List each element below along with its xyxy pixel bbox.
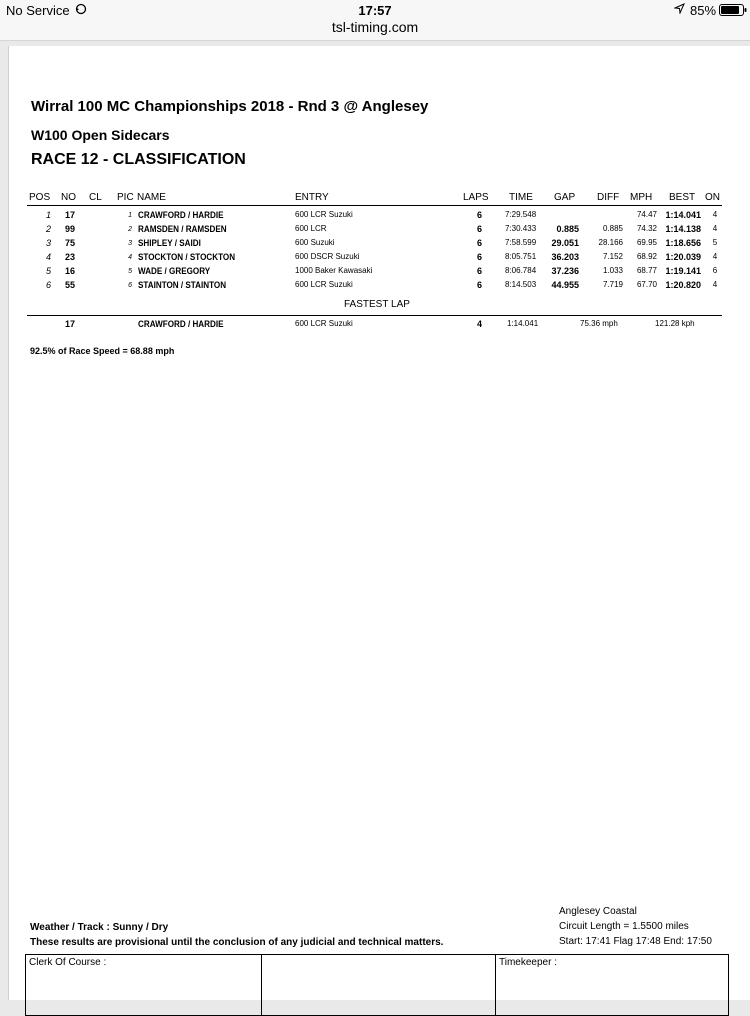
- row-diff: 7.719: [602, 280, 623, 289]
- row-pic: 6: [128, 282, 132, 289]
- row-time: 7:29.548: [505, 210, 537, 219]
- status-bar: [0, 0, 750, 41]
- row-gap: 29.051: [551, 238, 579, 248]
- col-pos: POS: [29, 192, 51, 203]
- fastest-lap-on: 4: [476, 319, 482, 329]
- row-on: 4: [712, 224, 718, 233]
- row-name: STOCKTON / STOCKTON: [138, 252, 236, 262]
- row-name: CRAWFORD / HARDIE: [138, 210, 224, 220]
- row-diff: 7.152: [602, 252, 623, 261]
- row-mph: 68.92: [636, 252, 657, 261]
- circuit-info: [559, 904, 712, 949]
- row-pos: 6: [45, 280, 51, 290]
- row-time: 8:05.751: [505, 252, 537, 261]
- battery-icon: [719, 4, 747, 16]
- row-entry: 1000 Baker Kawasaki: [295, 266, 373, 275]
- row-laps: 6: [476, 210, 482, 220]
- row-on: 4: [712, 210, 718, 219]
- row-gap: 37.236: [551, 266, 579, 276]
- fastest-lap-heading: FASTEST LAP: [344, 299, 410, 310]
- row-entry: 600 LCR Suzuki: [295, 280, 353, 289]
- col-best: BEST: [669, 192, 696, 203]
- fastest-lap-time: 1:14.041: [507, 319, 539, 328]
- fastest-lap-no: 17: [65, 319, 76, 329]
- row-best: 1:18.656: [665, 238, 701, 248]
- row-time: 8:14.503: [505, 280, 537, 289]
- row-no: 16: [65, 266, 76, 276]
- row-time: 7:58.599: [505, 238, 537, 247]
- row-pos: 2: [45, 224, 51, 234]
- row-mph: 67.70: [636, 280, 657, 289]
- fastest-lap-entry: 600 LCR Suzuki: [295, 319, 353, 328]
- row-pic: 3: [128, 240, 132, 247]
- row-laps: 6: [476, 238, 482, 248]
- row-time: 8:06.784: [505, 266, 537, 275]
- middle-signature-field: [262, 955, 496, 1015]
- signature-box: [25, 954, 729, 1016]
- row-entry: 600 LCR: [295, 224, 327, 233]
- provisional-notice: These results are provisional until the conclusion of any judicial and technical matters.: [30, 937, 444, 948]
- col-no: NO: [61, 192, 76, 203]
- col-cl: CL: [89, 192, 102, 203]
- row-no: 17: [65, 210, 76, 220]
- clock: 17:57: [358, 3, 392, 18]
- row-mph: 69.95: [636, 238, 657, 247]
- row-entry: 600 Suzuki: [295, 238, 335, 247]
- col-laps: LAPS: [463, 192, 489, 203]
- row-pos: 3: [45, 238, 51, 248]
- row-name: WADE / GREGORY: [138, 266, 211, 276]
- row-mph: 68.77: [636, 266, 657, 275]
- row-pos: 1: [45, 210, 51, 220]
- row-no: 75: [65, 238, 76, 248]
- row-entry: 600 DSCR Suzuki: [295, 252, 360, 261]
- fastest-lap-name: CRAWFORD / HARDIE: [138, 319, 224, 329]
- row-best: 1:14.138: [665, 224, 701, 234]
- circuit-length: Circuit Length = 1.5500 miles: [559, 921, 689, 932]
- race-speed-note: 92.5% of Race Speed = 68.88 mph: [30, 346, 175, 356]
- circuit-name: Anglesey Coastal: [559, 906, 637, 917]
- row-diff: 0.885: [602, 224, 623, 233]
- col-on: ON: [705, 192, 720, 203]
- row-no: 23: [65, 252, 76, 262]
- row-on: 5: [712, 238, 718, 247]
- col-pic: PIC: [117, 192, 134, 203]
- row-on: 6: [712, 266, 718, 275]
- col-gap: GAP: [554, 192, 576, 203]
- class-title: W100 Open Sidecars: [31, 127, 170, 143]
- col-mph: MPH: [630, 192, 653, 203]
- table-row: [9, 224, 750, 238]
- timekeeper-field: Timekeeper :: [499, 957, 557, 968]
- row-gap: 44.955: [551, 280, 579, 290]
- table-row: [9, 252, 750, 266]
- address-bar-url[interactable]: tsl-timing.com: [331, 19, 419, 35]
- row-on: 4: [712, 280, 718, 289]
- row-best: 1:20.039: [665, 252, 701, 262]
- row-best: 1:20.820: [665, 280, 701, 290]
- row-best: 1:19.141: [665, 266, 701, 276]
- fastest-lap-divider: [27, 315, 722, 316]
- row-name: STAINTON / STAINTON: [138, 280, 227, 290]
- clerk-of-course-field: Clerk Of Course :: [26, 955, 262, 1015]
- row-laps: 6: [476, 280, 482, 290]
- row-best: 1:14.041: [665, 210, 701, 220]
- row-diff: 28.166: [598, 238, 623, 247]
- row-gap: 36.203: [551, 252, 579, 262]
- col-diff: DIFF: [597, 192, 620, 203]
- row-pos: 5: [45, 266, 51, 276]
- row-laps: 6: [476, 252, 482, 262]
- col-time: TIME: [509, 192, 533, 203]
- col-name: NAME: [137, 192, 166, 203]
- header-divider: [27, 205, 722, 206]
- row-gap: 0.885: [556, 224, 579, 234]
- row-time: 7:30.433: [505, 224, 537, 233]
- fastest-lap-row: [9, 319, 750, 333]
- race-title: RACE 12 - CLASSIFICATION: [31, 151, 246, 168]
- row-laps: 6: [476, 224, 482, 234]
- row-no: 55: [65, 280, 76, 290]
- row-diff: 1.033: [602, 266, 623, 275]
- results-document: [8, 46, 750, 1000]
- row-pos: 4: [45, 252, 51, 262]
- table-row: [9, 238, 750, 252]
- carrier-label: No Service: [6, 3, 70, 18]
- event-title: Wirral 100 MC Championships 2018 - Rnd 3 @ Anglesey: [31, 98, 429, 115]
- row-pic: 4: [128, 254, 132, 261]
- fastest-lap-mph: 75.36 mph: [580, 319, 618, 328]
- row-no: 99: [65, 224, 76, 234]
- row-mph: 74.47: [636, 210, 657, 219]
- table-row: [9, 280, 750, 294]
- row-name: RAMSDEN / RAMSDEN: [138, 224, 227, 234]
- col-entry: ENTRY: [295, 192, 329, 203]
- battery-percentage: 85%: [690, 3, 717, 18]
- row-mph: 74.32: [636, 224, 657, 233]
- row-pic: 1: [128, 212, 132, 219]
- fastest-lap-kph: 121.28 kph: [655, 319, 695, 328]
- location-arrow-icon: [674, 3, 685, 14]
- row-entry: 600 LCR Suzuki: [295, 210, 353, 219]
- table-row: [9, 266, 750, 280]
- row-pic: 2: [128, 226, 132, 233]
- row-laps: 6: [476, 266, 482, 276]
- race-times: Start: 17:41 Flag 17:48 End: 17:50: [559, 936, 712, 947]
- row-on: 4: [712, 252, 718, 261]
- weather-track: Weather / Track : Sunny / Dry: [30, 922, 169, 933]
- table-row: [9, 210, 750, 224]
- row-pic: 5: [128, 268, 132, 275]
- row-name: SHIPLEY / SAIDI: [138, 238, 201, 248]
